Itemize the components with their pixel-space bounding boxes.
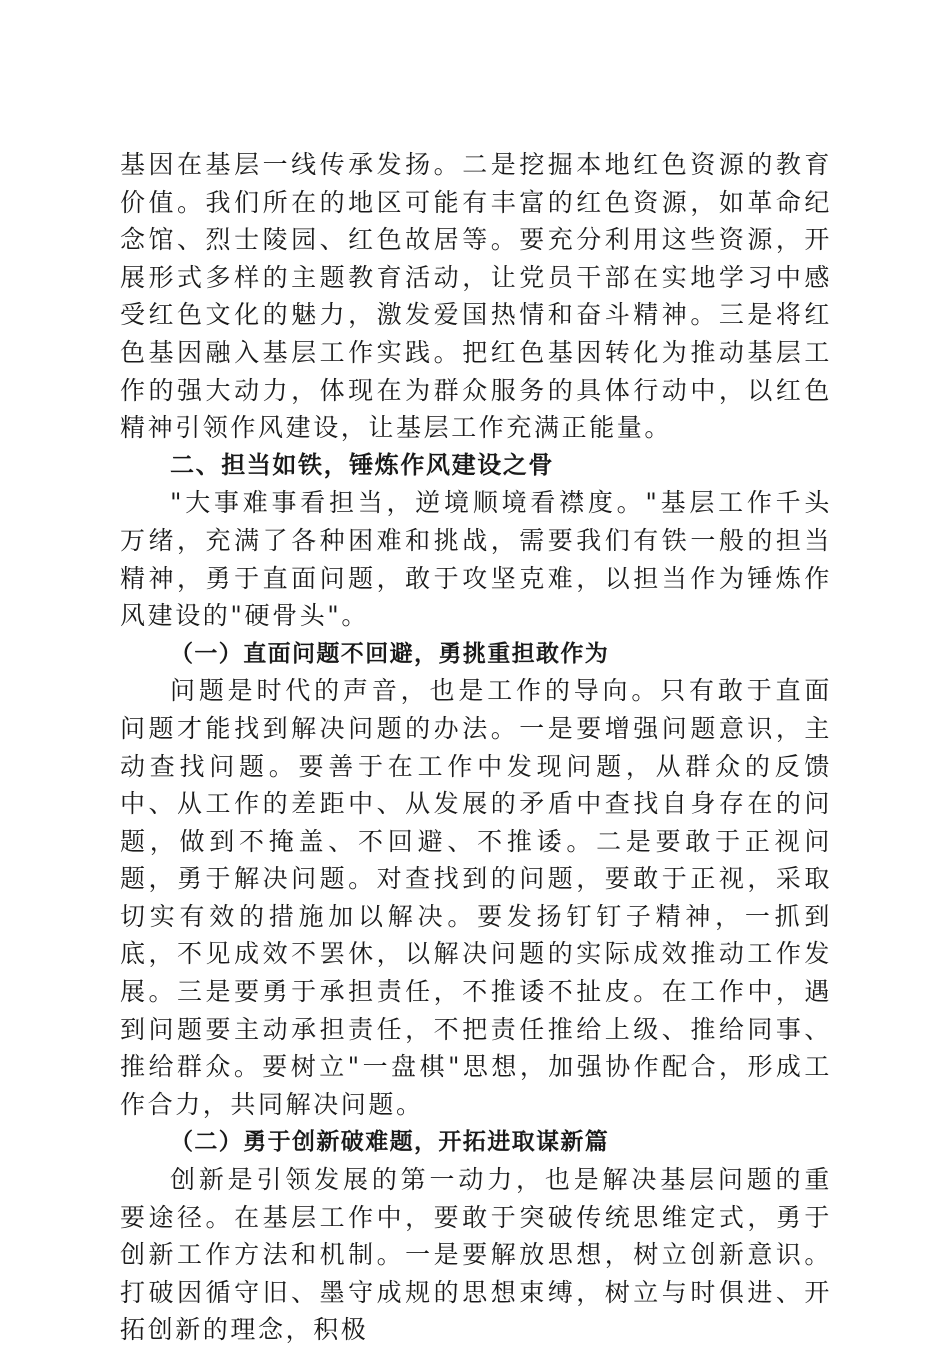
paragraph-continuation: 基因在基层一线传承发扬。二是挖掘本地红色资源的教育价值。我们所在的地区可能有丰富的红色资源，如革命纪念馆、烈士陵园、红色故居等。要充分利用这些资源，开展形式多样的主题教育活动，让党员干部在实地学习中感受红色文化的魅力，激发爱国热情和奋斗精神。三是将红色基因融入基层工作实践。把红色基因转化为推动基层工作的强大动力，体现在为群众服务的具体行动中，以红色精神引领作风建设，让基层工作充满正能量。	[120, 150, 832, 443]
paragraph-section-2-intro: "大事难事看担当，逆境顺境看襟度。"基层工作千头万绪，充满了各种困难和挑战，需要我们有铁一般的担当精神，勇于直面问题，敢于攻坚克难，以担当作为锤炼作风建设的"硬骨头"。	[120, 488, 832, 631]
subsection-heading-1: （一）直面问题不回避，勇挑重担敢作为	[170, 639, 610, 667]
document-body	[120, 146, 832, 1349]
section-heading-2: 二、担当如铁，锤炼作风建设之骨	[170, 450, 554, 479]
subsection-heading-2: （二）勇于创新破难题，开拓进取谋新篇	[170, 1128, 610, 1156]
paragraph-subsection-1: 问题是时代的声音，也是工作的导向。只有敢于直面问题才能找到解决问题的办法。一是要增强问题意识，主动查找问题。要善于在工作中发现问题，从群众的反馈中、从工作的差距中、从发展的矛盾中查找自身存在的问题，做到不掩盖、不回避、不推诿。二是要敢于正视问题，勇于解决问题。对查找到的问题，要敢于正视，采取切实有效的措施加以解决。要发扬钉钉子精神，一抓到底，不见成效不罢休，以解决问题的实际成效推动工作发展。三是要勇于承担责任，不推诿不扯皮。在工作中，遇到问题要主动承担责任，不把责任推给上级、推给同事、推给群众。要树立"一盘棋"思想，加强协作配合，形成工作合力，共同解决问题。	[120, 676, 832, 1119]
paragraph-subsection-2: 创新是引领发展的第一动力，也是解决基层问题的重要途径。在基层工作中，要敢于突破传统思维定式，勇于创新工作方法和机制。一是要解放思想，树立创新意识。打破因循守旧、墨守成规的思想束缚，树立与时俱进、开拓创新的理念，积极	[120, 1165, 832, 1345]
